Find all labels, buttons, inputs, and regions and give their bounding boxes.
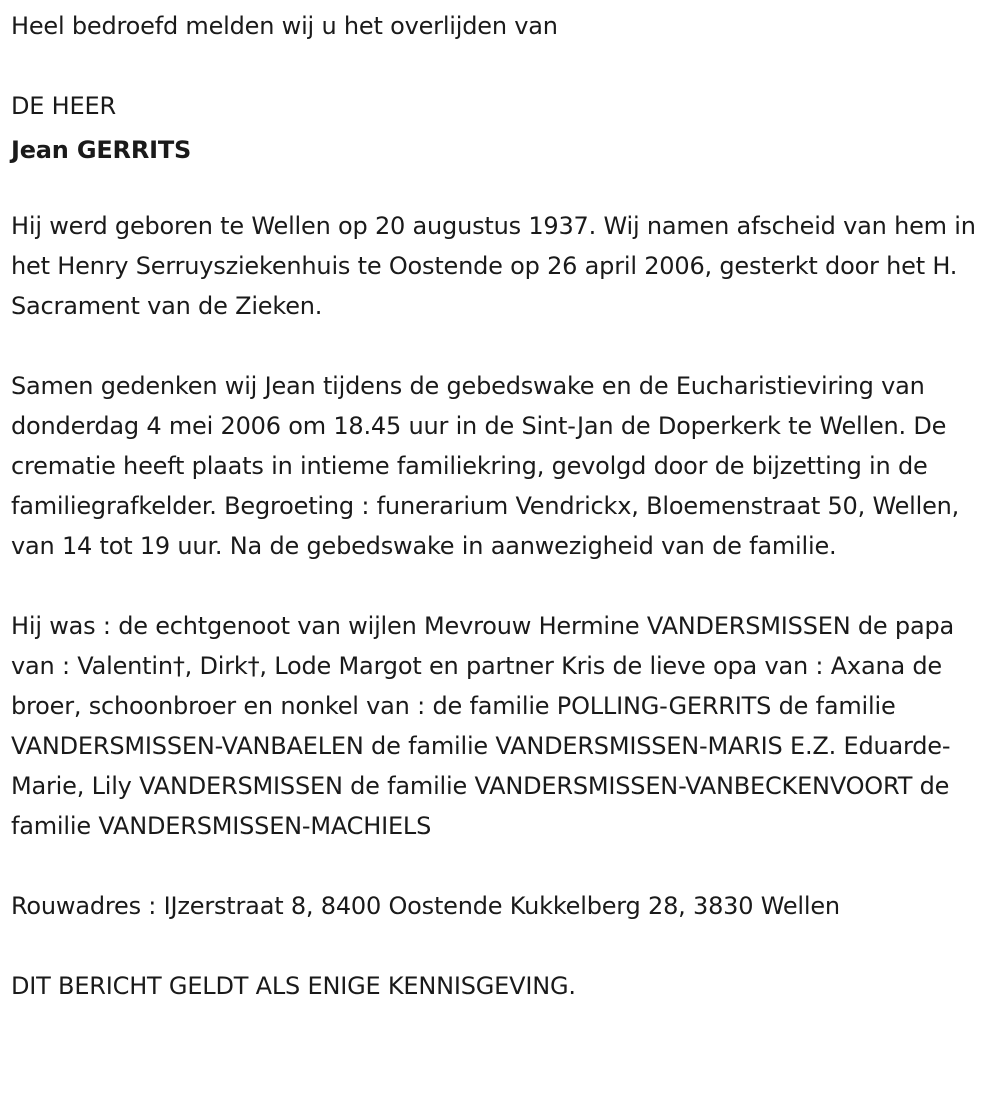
closing-statement: DIT BERICHT GELDT ALS ENIGE KENNISGEVING.	[11, 972, 576, 1000]
family-paragraph: Hij was : de echtgenoot van wijlen Mevrouw Hermine VANDERSMISSEN de papa van : Valentin†, Dirk†, Lode Margot en partner Kris de lieve opa van : Axana de broer, schoonbroer en nonkel van : de familie POLLING-GERRITS de familie VANDERSMISSEN-VANBAELEN de familie VANDERSMISSEN-MARIS E.Z. Eduarde-Marie, Lily VANDERSMISSEN de familie VANDERSMISSEN-VANBECKENVOORT de familie VANDERSMISSEN-MACHIELS	[11, 612, 955, 840]
deceased-name: Jean GERRITS	[11, 136, 192, 164]
birth-paragraph: Hij werd geboren te Wellen op 20 augustus 1937. Wij namen afscheid van hem in het Henry Serruysziekenhuis te Oostende op 26 april 2006, gesterkt door het H. Sacrament van de Zieken.	[11, 212, 976, 320]
death-notice	[11, 6, 991, 1006]
spacer	[11, 46, 991, 86]
spacer	[11, 174, 991, 206]
spacer	[11, 326, 991, 366]
honorific: DE HEER	[11, 92, 116, 120]
spacer	[11, 926, 991, 966]
spacer	[11, 846, 991, 886]
mourning-address: Rouwadres : IJzerstraat 8, 8400 Oostende Kukkelberg 28, 3830 Wellen	[11, 892, 840, 920]
ceremony-paragraph: Samen gedenken wij Jean tijdens de gebedswake en de Eucharistieviring van donderdag 4 mei 2006 om 18.45 uur in de Sint-Jan de Doperkerk te Wellen. De crematie heeft plaats in intieme familiekring, gevolgd door de bijzetting in de familiegrafkelder. Begroeting : funerarium Vendrickx, Bloemenstraat 50, Wellen, van 14 tot 19 uur. Na de gebedswake in aanwezigheid van de familie.	[11, 372, 960, 560]
spacer	[11, 566, 991, 606]
intro-text: Heel bedroefd melden wij u het overlijden van	[11, 12, 558, 40]
